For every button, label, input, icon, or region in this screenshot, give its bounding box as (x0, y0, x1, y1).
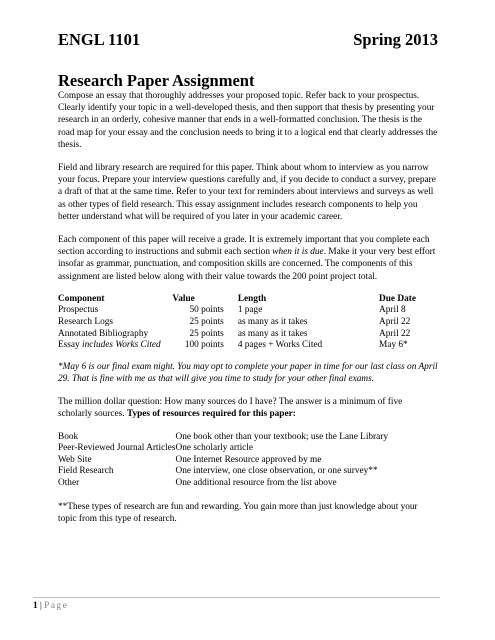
header-length: Length (237, 293, 267, 304)
resources-table (58, 432, 388, 490)
length-cell: 4 pages + Works Cited (237, 340, 323, 351)
value-cell: 100 points (184, 340, 224, 351)
value-cell: 50 points (189, 305, 224, 316)
document-header (58, 30, 438, 50)
resource-type: Field Research (58, 466, 114, 477)
due-cell: April 22 (379, 317, 411, 328)
due-cell: April 8 (379, 305, 406, 316)
resource-requirement: One book other than your textbook; use the Lane Library (175, 431, 389, 442)
assignment-title: Research Paper Assignment (58, 71, 255, 90)
table-row (58, 317, 438, 329)
intro-paragraph: Compose an essay that thoroughly addresses your proposed topic. Refer back to your prospectus. Clearly identify your topic in a well-developed thesis, and then support that thesis by presenting your research in an orderly, cohesive manner that ends in a well-formatted conclusion. The thesis is the road map for your essay and the conclusion needs to bring it to a logical end that clearly addresses the thesis. (58, 91, 438, 150)
exam-note: *May 6 is our final exam night. You may opt to complete your paper in time for our last class on April 29. That is fine with me as that will give you time to study for your other final exams. (58, 361, 438, 385)
page-footer (33, 597, 440, 611)
components-table (58, 294, 438, 352)
sources-paragraph (58, 396, 438, 420)
grading-text: Each component of this paper will receive a grade. It is extremely important that you complete each section according to instructions and submit each section (58, 235, 430, 258)
length-cell: as many as it takes (237, 317, 308, 328)
component-cell: Annotated Bibliography (58, 328, 149, 339)
resource-requirement: One scholarly article (175, 443, 253, 454)
page-label: Page (44, 601, 69, 611)
resource-requirement: One interview, one close observation, or one survey** (175, 466, 378, 477)
component-text: Essay (58, 340, 83, 351)
table-row (58, 305, 438, 317)
resource-type: Web Site (58, 454, 92, 465)
header-component: Component (58, 293, 105, 304)
grading-emphasis: when it is due (272, 247, 324, 258)
resource-requirement: One additional resource from the list above (175, 478, 337, 488)
resource-type: Peer-Reviewed Journal Articles (58, 443, 176, 454)
table-row (58, 443, 388, 455)
table-row (58, 466, 388, 478)
due-cell: May 6* (379, 340, 408, 351)
sources-text: The million dollar question: How many sources do I have? The answer is a minimum of five scholarly sources. (58, 397, 403, 420)
value-cell: 25 points (189, 328, 224, 339)
value-cell: 25 points (189, 317, 224, 328)
sources-heading: Types of resources required for this paper: (126, 409, 296, 420)
component-cell: Prospectus (58, 305, 99, 316)
due-cell: April 22 (379, 328, 411, 339)
component-cell: Research Logs (58, 317, 113, 328)
resource-type: Book (58, 431, 79, 442)
header-due-date: Due Date (379, 293, 416, 304)
table-row (58, 478, 388, 490)
grading-paragraph (58, 234, 438, 283)
term-label: Spring 2013 (353, 30, 438, 49)
component-cell (58, 340, 172, 352)
table-row (58, 455, 388, 467)
components-header-row (58, 294, 438, 306)
header-value: Value (172, 293, 195, 304)
resource-requirement: One Internet Resource approved by me (175, 454, 322, 465)
closing-paragraph: **These types of research are fun and rewarding. You gain more than just knowledge about your topic from this type of research. (58, 501, 418, 524)
course-code: ENGL 1101 (58, 30, 141, 49)
table-row (58, 340, 438, 352)
table-row (58, 432, 388, 444)
resource-type: Other (58, 478, 80, 488)
page-number: 1 (33, 601, 38, 611)
footer-separator: | (37, 601, 45, 611)
table-row (58, 329, 438, 341)
length-cell: as many as it takes (237, 328, 308, 339)
length-cell: 1 page (237, 305, 263, 316)
document-page (58, 30, 438, 525)
component-italic-text: includes Works Cited (82, 340, 161, 351)
research-paragraph: Field and library research are required for this paper. Think about whom to interview as you narrow your focus. Prepare your interview questions carefully and, if you decide to conduct a survey, prepare a draft of that at the same time. Refer to your text for reminders about interviews and surveys as well as other types of field research. This essay assignment includes research components to help you better understand what will be required of you later in your academic career. (58, 163, 436, 222)
grading-text-end: . Make it your very best effort insofar as grammar, punctuation, and composition skills are concerned. The components of this assignment are listed below along with their value towards the 200 point project total. (58, 247, 436, 282)
